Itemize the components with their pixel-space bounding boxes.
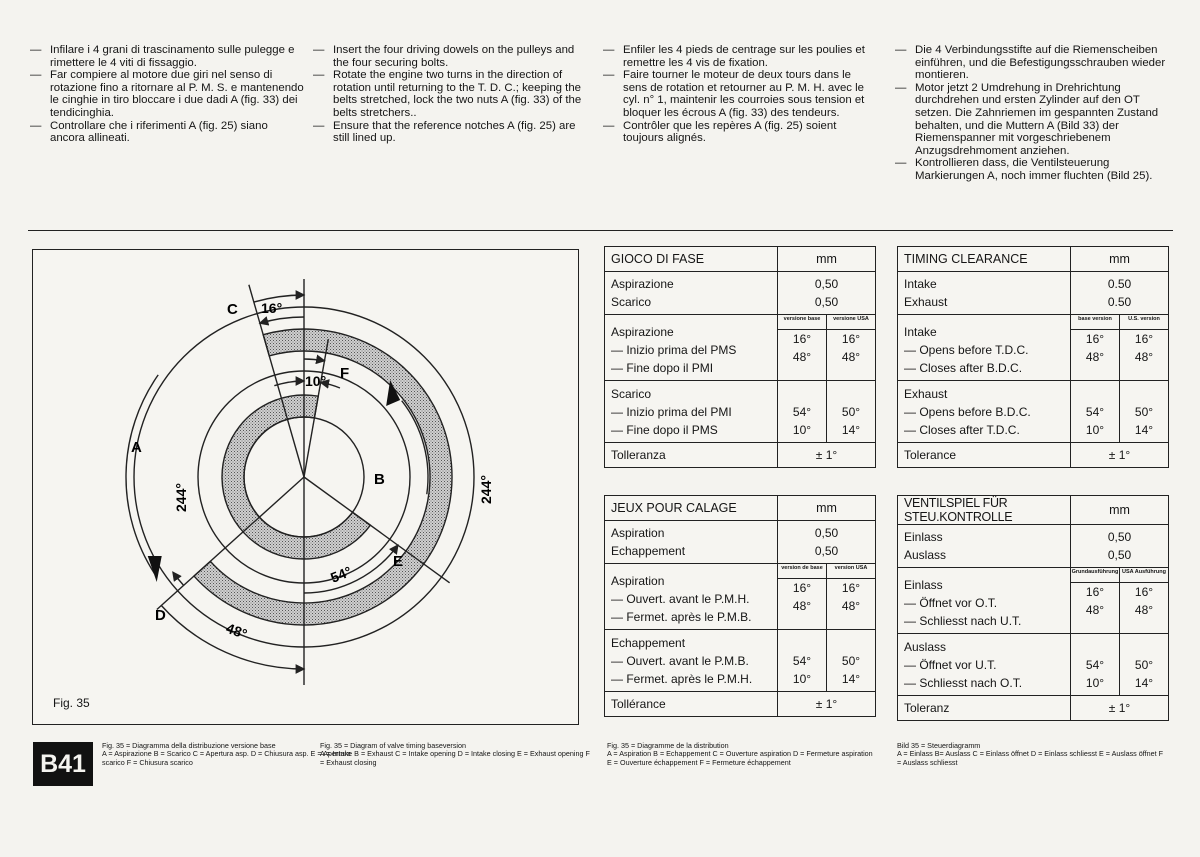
value-base: 48° (1085, 350, 1105, 364)
clearance-row (898, 272, 1169, 315)
figure-label: Fig. 35 (53, 696, 90, 710)
group-name: Echappement (611, 636, 686, 650)
clearance-row (605, 521, 876, 564)
dim-16-arc-b (260, 317, 304, 323)
value-usa: 14° (1134, 676, 1154, 690)
unit-label: mm (1071, 496, 1169, 525)
unit-label: mm (1071, 247, 1169, 272)
value-base: 10° (792, 423, 812, 437)
diagram-canvas (33, 250, 578, 724)
dim-10-arc-a (304, 359, 324, 361)
tolerance-label: Tolerance (898, 443, 1071, 468)
instruction-item: — Infilare i 4 grani di trascinamento sulle pulegge e rimettere le 4 viti di fissaggio. (30, 44, 295, 69)
angle-54: 54° (328, 563, 354, 586)
group-row (898, 568, 1169, 583)
value-base: 48° (792, 350, 812, 364)
instructions-french (603, 44, 878, 145)
tolerance-row (605, 692, 876, 717)
instruction-item: — Die 4 Verbindungsstifte auf die Riemenscheiben einführen, und die Befestigungsschrauben wieder montieren. (895, 44, 1166, 82)
label-c: C (227, 301, 238, 318)
version-header-usa: U.S. version (1120, 315, 1169, 330)
instructions-german (895, 44, 1170, 183)
caption-italian: Fig. 35 = Diagramma della distribuzione versione base A = Aspirazione B = Scarico C = Apertura asp. D = Chiusura asp. E = Apertura scarico F = Chiusura scarico (102, 741, 351, 767)
section-divider (28, 230, 1173, 231)
value-usa: 14° (841, 672, 861, 686)
clearance-value: 0.50 (1107, 295, 1132, 309)
table-title: GIOCO DI FASE (605, 247, 778, 272)
row-label: — Fine dopo il PMI (611, 361, 714, 375)
instructions-italian (30, 44, 305, 145)
row-label: — Schliesst nach U.T. (904, 614, 1022, 628)
row-label: — Schliesst nach O.T. (904, 676, 1023, 690)
tolerance-row (898, 443, 1169, 468)
value-base: 16° (792, 332, 812, 346)
label-d: D (155, 607, 166, 624)
tolerance-label: Toleranz (898, 696, 1071, 721)
value-base: 54° (1085, 405, 1105, 419)
instruction-item: — Motor jetzt 2 Umdrehung in Drehrichtung durchdrehen und ersten Zylinder auf den OT setzen. Die Zahnriemen im gespannten Zustand behalten, und die Muttern A (Bild 33) der Riemenspanner mit vorgeschriebenem Anzugsdrehmoment anziehen. (895, 81, 1159, 157)
clearance-value: 0,50 (814, 295, 839, 309)
angle-10: 10° (305, 373, 327, 389)
row-label: — Ouvert. avant le P.M.B. (611, 654, 749, 668)
clearance-label: Aspirazione (611, 277, 674, 291)
value-base: 54° (1085, 658, 1105, 672)
instruction-item: — Rotate the engine two turns in the direction of rotation until returning to the T. D. C.; keeping the belts stretched, lock the two nuts A (fig. 33) of the belts stretchers.. (313, 69, 582, 119)
label-a: A (131, 439, 142, 456)
tolerance-label: Tolleranza (605, 443, 778, 468)
value-base: 48° (792, 599, 812, 613)
instruction-item: — Enfiler les 4 pieds de centrage sur les poulies et remettre les 4 vis de fixation. (603, 44, 865, 69)
instructions-english (313, 44, 588, 145)
value-usa: 14° (1134, 423, 1154, 437)
version-header-base: version de base (778, 564, 827, 579)
value-usa: 16° (1134, 332, 1154, 346)
value-base: 16° (792, 581, 812, 595)
clearance-label: Exhaust (904, 295, 948, 309)
row-label: — Inizio prima del PMS (611, 343, 737, 357)
row-label: — Öffnet vor U.T. (904, 658, 997, 672)
row-label: — Fine dopo il PMS (611, 423, 718, 437)
rotation-arc-a (126, 375, 158, 574)
instruction-item: — Far compiere al motore due giri nel senso di rotazione fino a ritornare al P. M. S. e mantenendo le cinghie in tiro bloccare i due dadi A (fig. 33) dei tendicinghia. (30, 69, 304, 119)
clearance-label: Intake (904, 277, 937, 291)
dim-10-arc-b (274, 381, 304, 386)
clearance-label: Echappement (611, 544, 686, 558)
group-name: Scarico (611, 387, 652, 401)
value-base: 16° (1085, 585, 1105, 599)
page-badge: B41 (33, 742, 93, 786)
clearance-value: 0,50 (814, 277, 839, 291)
group-name: Aspirazione (611, 325, 674, 339)
value-usa: 48° (841, 599, 861, 613)
table-german (897, 495, 1169, 721)
version-header-usa: versione USA (827, 315, 876, 330)
version-header-usa: version USA (827, 564, 876, 579)
label-b: B (374, 471, 385, 488)
row-label: — Opens before B.D.C. (904, 405, 1031, 419)
group-name: Exhaust (904, 387, 948, 401)
group-name: Einlass (904, 578, 943, 592)
table-english (897, 246, 1169, 468)
group-name: Intake (904, 325, 937, 339)
valve-timing-diagram (32, 249, 579, 725)
table-header-row (605, 247, 876, 272)
label-e: E (393, 553, 404, 570)
instruction-item: — Controllare che i riferimenti A (fig. 25) siano ancora allineati. (30, 119, 268, 145)
tolerance-row (898, 696, 1169, 721)
row-label: — Fermet. après le P.M.B. (611, 610, 752, 624)
rotation-arrow-a-icon (148, 556, 162, 582)
table-french (604, 495, 876, 717)
value-usa: 50° (841, 405, 861, 419)
clearance-row (605, 272, 876, 315)
caption-english: Fig. 35 = Diagram of valve timing baseversion A = Intake B = Exhaust C = Intake opening D = Intake closing E = Exhaust opening F = Exhaust closing (320, 741, 590, 767)
tolerance-label: Tollérance (605, 692, 778, 717)
value-base: 48° (1085, 603, 1105, 617)
instruction-item: — Kontrollieren dass, die Ventilsteuerung Markierungen A, noch immer fluchten (Bild 25). (895, 157, 1153, 182)
value-base: 10° (1085, 676, 1105, 690)
table-title: VENTILSPIEL FÜR STEU.KONTROLLE (898, 496, 1071, 525)
dim-48-arc-b (173, 572, 184, 585)
value-base: 10° (792, 672, 812, 686)
clearance-value: 0,50 (1107, 530, 1132, 544)
value-base: 54° (792, 405, 812, 419)
table-header-row (898, 247, 1169, 272)
table-title: TIMING CLEARANCE (898, 247, 1071, 272)
row-label: — Öffnet vor O.T. (904, 596, 998, 610)
angle-16: 16° (261, 300, 283, 316)
group-row (605, 564, 876, 579)
value-usa: 48° (1134, 350, 1154, 364)
clearance-label: Scarico (611, 295, 652, 309)
row-label: — Fermet. après le P.M.H. (611, 672, 753, 686)
caption-german: Bild 35 = Steuerdiagramm A = Einlass B= Auslass C = Einlass öffnet D = Einlass schliesst E = Auslass öffnet F = Auslass schliesst (897, 741, 1164, 767)
row-label: — Inizio prima del PMI (611, 405, 732, 419)
version-header-base: base version (1071, 315, 1120, 330)
instruction-item: — Ensure that the reference notches A (fig. 25) are still lined up. (313, 119, 576, 145)
tolerance-row (605, 443, 876, 468)
table-title: JEUX POUR CALAGE (605, 496, 778, 521)
tolerance-value: ± 1° (1071, 443, 1169, 468)
clearance-row (898, 525, 1169, 568)
instruction-item: — Insert the four driving dowels on the pulleys and the four securing bolts. (313, 44, 575, 69)
group-row (898, 381, 1169, 443)
version-header-usa: USA Ausführung (1120, 568, 1169, 583)
unit-label: mm (778, 247, 876, 272)
angle-48: 48° (223, 619, 250, 643)
caption-french: Fig. 35 = Diagramme de la distribution A = Aspiration B = Echappement C = Ouverture aspiration D = Fermeture aspiration E = Ouverture échappement F = Fermeture échappement (607, 741, 873, 767)
value-usa: 48° (841, 350, 861, 364)
row-label: — Closes after B.D.C. (904, 361, 1023, 375)
label-f: F (340, 365, 350, 382)
unit-label: mm (778, 496, 876, 521)
angle-244-exhaust: 244° (173, 483, 189, 512)
clearance-label: Aspiration (611, 526, 665, 540)
table-header-row (605, 496, 876, 521)
clearance-label: Einlass (904, 530, 943, 544)
tolerance-value: ± 1° (778, 443, 876, 468)
value-base: 54° (792, 654, 812, 668)
row-label: — Closes after T.D.C. (904, 423, 1020, 437)
tolerance-value: ± 1° (778, 692, 876, 717)
version-header-base: Grundausführung (1071, 568, 1120, 583)
row-label: — Ouvert. avant le P.M.H. (611, 592, 750, 606)
instruction-item: — Faire tourner le moteur de deux tours dans le sens de rotation et retourner au P. M. H. avec le cyl. n° 1, maintenir les courroies sous tension et bloquer les écrous A (fig. 33) des tendeurs. (603, 69, 865, 119)
clearance-label: Auslass (904, 548, 947, 562)
group-name: Auslass (904, 640, 947, 654)
instruction-item: — Contrôler que les repères A (fig. 25) soient toujours alignés. (603, 119, 837, 145)
table-italian (604, 246, 876, 468)
group-name: Aspiration (611, 574, 665, 588)
clearance-value: 0,50 (1107, 548, 1132, 562)
value-usa: 16° (1134, 585, 1154, 599)
value-usa: 50° (1134, 658, 1154, 672)
tolerance-value: ± 1° (1071, 696, 1169, 721)
value-base: 10° (1085, 423, 1105, 437)
value-usa: 48° (1134, 603, 1154, 617)
clearance-value: 0,50 (814, 544, 839, 558)
group-row (898, 315, 1169, 330)
value-usa: 50° (1134, 405, 1154, 419)
row-label: — Opens before T.D.C. (904, 343, 1029, 357)
clearance-value: 0,50 (814, 526, 839, 540)
group-row (605, 630, 876, 692)
table-header-row (898, 496, 1169, 525)
clearance-value: 0.50 (1107, 277, 1132, 291)
group-row (605, 381, 876, 443)
group-row (898, 634, 1169, 696)
group-row (605, 315, 876, 330)
version-header-base: versione base (778, 315, 827, 330)
value-usa: 16° (841, 332, 861, 346)
value-usa: 14° (841, 423, 861, 437)
value-usa: 16° (841, 581, 861, 595)
value-usa: 50° (841, 654, 861, 668)
value-base: 16° (1085, 332, 1105, 346)
angle-244-intake: 244° (478, 475, 494, 504)
